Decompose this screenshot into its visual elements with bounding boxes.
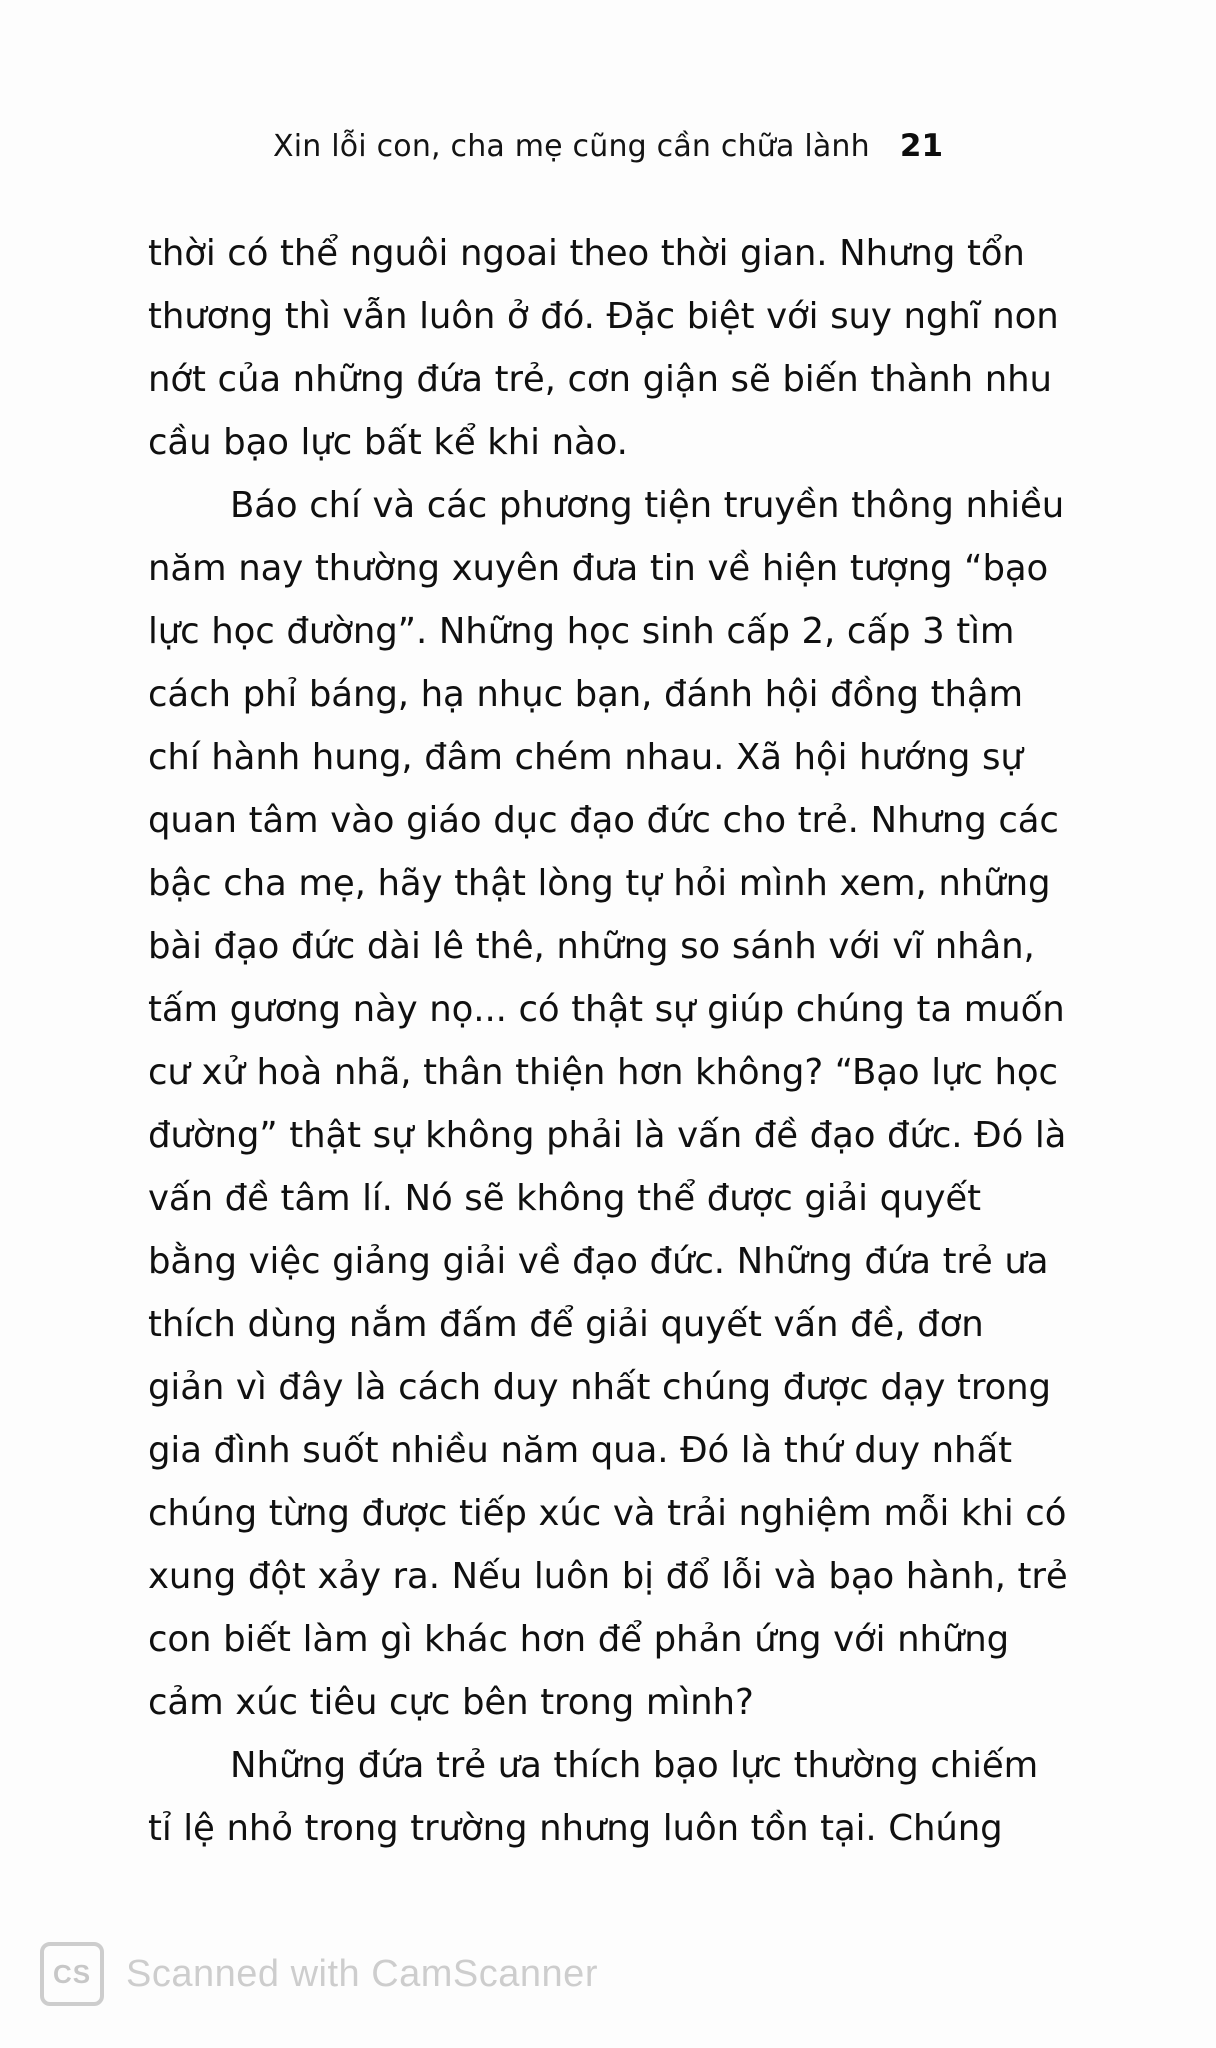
paragraph: Báo chí và các phương tiện truyền thông nhiều năm nay thường xuyên đưa tin về hiện tượng “bạo lực học đường”. Những học sinh cấp 2, cấp 3 tìm cách phỉ báng, hạ nhục bạn, đánh hội đồng thậm chí hành hung, đâm chém nhau. Xã hội hướng sự quan tâm vào giáo dục đạo đức cho trẻ. Nhưng các bậc cha mẹ, hãy thật lòng tự hỏi mình xem, những bài đạo đức dài lê thê, những so sánh với vĩ nhân, tấm gương này nọ... có thật sự giúp chúng ta muốn cư xử hoà nhã, thân thiện hơn không? “Bạo lực học đường” thật sự không phải là vấn đề đạo đức. Đó là vấn đề tâm lí. Nó sẽ không thể được giải quyết bằng việc giảng giải về đạo đức. Những đứa trẻ ưa thích dùng nắm đấm để giải quyết vấn đề, đơn giản vì đây là cách duy nhất chúng được dạy trong gia đình suốt nhiều năm qua. Đó là thứ duy nhất chúng từng được tiếp xúc và trải nghiệm mỗi khi có xung đột xảy ra. Nếu luôn bị đổ lỗi và bạo hành, trẻ con biết làm gì khác hơn để phản ứng với những cảm xúc tiêu cực bên trong mình? [148,485,1068,1723]
page-body [148,222,1068,1860]
camscanner-logo-icon: CS [40,1942,104,2006]
page-number: 21 [899,128,944,164]
running-title: Xin lỗi con, cha mẹ cũng cần chữa lành [272,129,870,164]
camscanner-watermark [40,1942,598,2006]
watermark-label: Scanned with CamScanner [126,1952,598,1995]
page-header [0,128,1216,164]
paragraph: Những đứa trẻ ưa thích bạo lực thường chiếm tỉ lệ nhỏ trong trường nhưng luôn tồn tại. Chúng [148,1745,1039,1849]
paragraph: thời có thể nguôi ngoai theo thời gian. Nhưng tổn thương thì vẫn luôn ở đó. Đặc biệt với suy nghĩ non nớt của những đứa trẻ, cơn giận sẽ biến thành nhu cầu bạo lực bất kể khi nào. [148,233,1059,463]
